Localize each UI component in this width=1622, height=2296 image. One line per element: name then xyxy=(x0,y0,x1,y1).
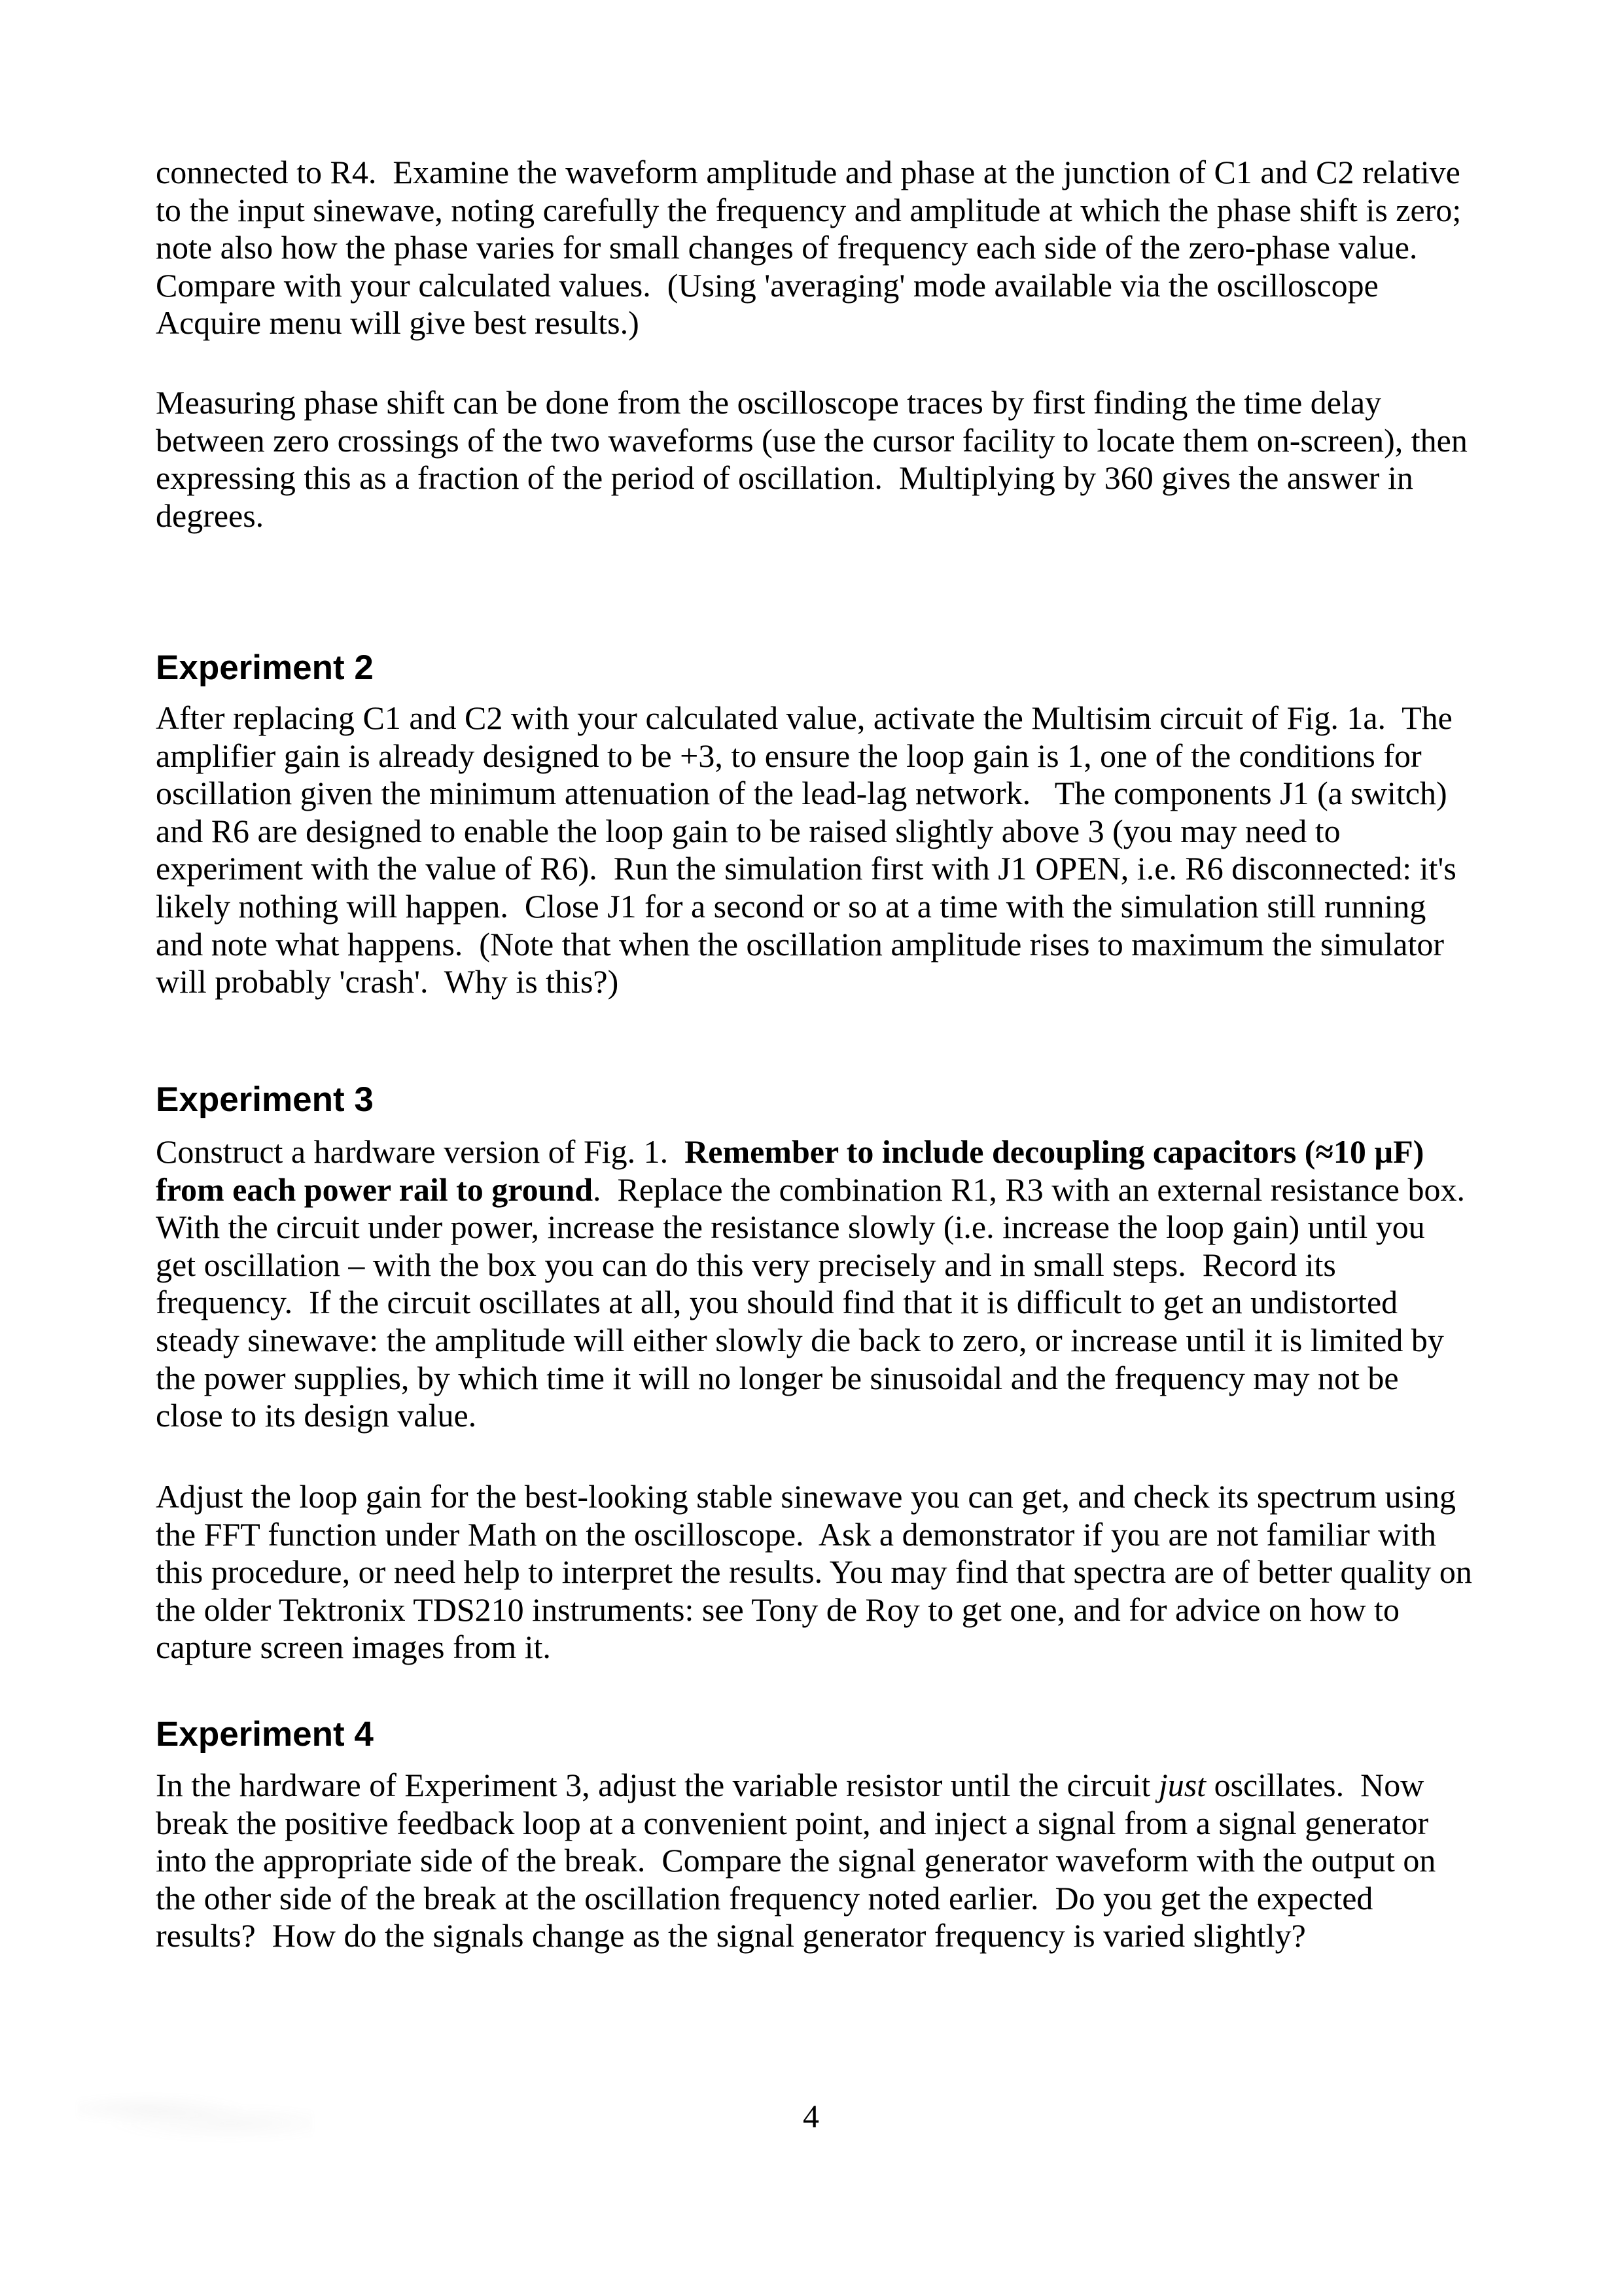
experiment-4-heading: Experiment 4 xyxy=(156,1715,374,1754)
page-number: 4 xyxy=(803,2098,819,2134)
experiment-3-paragraph-2: Adjust the loop gain for the best-looking stable sinewave you can get, and check its spectrum using the FFT function under Math on the oscilloscope. Ask a demonstrator if you are not familiar with this procedure, or need help to interpret the results. You may find that spectra are of better quality on the older Tektronix TDS210 instruments: see Tony de Roy to get one, and for advice on how to capture screen images from it. xyxy=(156,1478,1481,1666)
experiment-4-paragraph: In the hardware of Experiment 3, adjust the variable resistor until the circuit just oscillates. Now break the positive feedback loop at a convenient point, and inject a signal from a signal generator into the appropriate side of the break. Compare the signal generator waveform with the output on the other side of the break at the oscillation frequency noted earlier. Do you get the expected results? How do the signals change as the signal generator frequency is varied slightly? xyxy=(156,1767,1444,1954)
experiment-2-heading: Experiment 2 xyxy=(156,648,374,687)
paragraph-measuring-phase-shift: Measuring phase shift can be done from the oscilloscope traces by first finding the time delay between zero crossings of the two waveforms (use the cursor facility to locate them on-screen), then expressing this as a fraction of the period of oscillation. Multiplying by 360 gives the answer in degrees. xyxy=(156,384,1476,534)
paragraph-intro-continued: connected to R4. Examine the waveform amplitude and phase at the junction of C1 and C2 relative to the input sinewave, noting carefully the frequency and amplitude at which the phase shift is zero; note also how the phase varies for small changes of frequency each side of the zero-phase value. Compare with your calculated values. (Using 'averaging' mode available via the oscilloscope Acquire menu will give best results.) xyxy=(156,154,1470,342)
experiment-3-heading: Experiment 3 xyxy=(156,1080,374,1119)
experiment-2-paragraph: After replacing C1 and C2 with your calculated value, activate the Multisim circuit of Fig. 1a. The amplifier gain is already designed to be +3, to ensure the loop gain is 1, one of the conditions for oscillation given the minimum attenuation of the lead-lag network. The components J1 (a switch) and R6 are designed to enable the loop gain to be raised slightly above 3 (you may need to experiment with the value of R6). Run the simulation first with J1 OPEN, i.e. R6 disconnected: it's likely nothing will happen. Close J1 for a second or so at a time with the simulation still running and note what happens. (Note that when the oscillation amplitude rises to maximum the simulator will probably 'crash'. Why is this?) xyxy=(156,699,1465,1000)
experiment-3-paragraph-1: Construct a hardware version of Fig. 1. Remember to include decoupling capacitors (≈10 µF) from each power rail to ground. Replace the combination R1, R3 with an external resistance box. With the circuit under power, increase the resistance slowly (i.e. increase the loop gain) until you get oscillation – with the box you can do this very precisely and in small steps. Record its frequency. If the circuit oscillates at all, you should find that it is difficult to get an undistorted steady sinewave: the amplitude will either slowly die back to zero, or increase until it is limited by the power supplies, by which time it will no longer be sinusoidal and the frequency may not be close to its design value. xyxy=(156,1133,1473,1434)
